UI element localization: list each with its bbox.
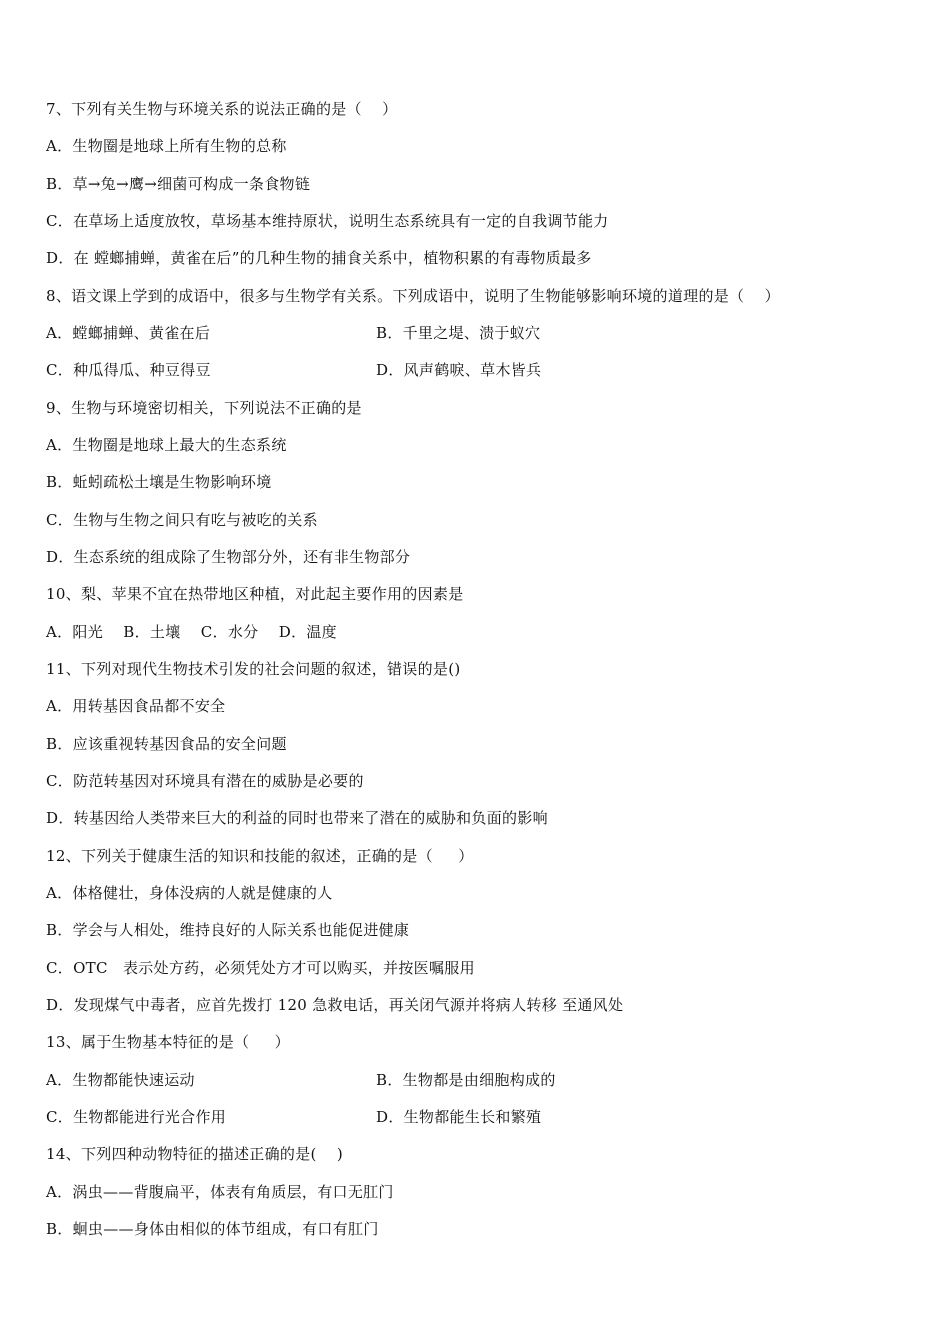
question-10-options: A．阳光 B．土壤 C．水分 D．温度 bbox=[46, 623, 337, 641]
question-11-option-c: C．防范转基因对环境具有潜在的威胁是必要的 bbox=[46, 772, 364, 790]
question-10-stem: 10、梨、苹果不宜在热带地区种植，对此起主要作用的因素是 bbox=[46, 585, 464, 603]
question-12-option-d: D．发现煤气中毒者，应首先拨打 120 急救电话，再关闭气源并将病人转移 至通风处 bbox=[46, 996, 624, 1014]
question-13-option-d: D．生物都能生长和繁殖 bbox=[376, 1108, 542, 1126]
question-9-option-d: D．生态系统的组成除了生物部分外，还有非生物部分 bbox=[46, 548, 411, 566]
question-9-stem: 9、生物与环境密切相关，下列说法不正确的是 bbox=[46, 399, 362, 417]
question-8-option-c: C．种瓜得瓜、种豆得豆 bbox=[46, 361, 211, 379]
question-7-option-a: A．生物圈是地球上所有生物的总称 bbox=[46, 137, 287, 155]
question-13-option-c: C．生物都能进行光合作用 bbox=[46, 1108, 227, 1126]
question-14-option-b: B．蛔虫——身体由相似的体节组成，有口有肛门 bbox=[46, 1220, 379, 1238]
question-8-stem: 8、语文课上学到的成语中，很多与生物学有关系。下列成语中，说明了生物能够影响环境的道理的是（ ） bbox=[46, 287, 780, 305]
question-9-option-c: C．生物与生物之间只有吃与被吃的关系 bbox=[46, 511, 318, 529]
question-12-option-c: C．OTC 表示处方药，必须凭处方才可以购买，并按医嘱服用 bbox=[46, 959, 475, 977]
question-8-option-a: A．螳螂捕蝉、黄雀在后 bbox=[46, 324, 211, 342]
question-9-option-a: A．生物圈是地球上最大的生态系统 bbox=[46, 436, 287, 454]
question-11-stem: 11、下列对现代生物技术引发的社会问题的叙述，错误的是() bbox=[46, 660, 461, 678]
question-11-option-a: A．用转基因食品都不安全 bbox=[46, 697, 226, 715]
question-9-option-b: B．蚯蚓疏松土壤是生物影响环境 bbox=[46, 473, 272, 491]
question-13-stem: 13、属于生物基本特征的是（ ） bbox=[46, 1033, 290, 1051]
question-11-option-b: B．应该重视转基因食品的安全问题 bbox=[46, 735, 287, 753]
question-7-option-d: D．在 螳螂捕蝉，黄雀在后”的几种生物的捕食关系中，植物积累的有毒物质最多 bbox=[46, 249, 592, 267]
question-7-stem: 7、下列有关生物与环境关系的说法正确的是（ ） bbox=[46, 100, 398, 118]
question-7-option-b: B．草→兔→鹰→细菌可构成一条食物链 bbox=[46, 175, 311, 193]
question-14-option-a: A．涡虫——背腹扁平，体表有角质层，有口无肛门 bbox=[46, 1183, 394, 1201]
question-12-option-b: B．学会与人相处，维持良好的人际关系也能促进健康 bbox=[46, 921, 410, 939]
question-12-option-a: A．体格健壮，身体没病的人就是健康的人 bbox=[46, 884, 333, 902]
question-8-option-d: D．风声鹤唳、草木皆兵 bbox=[376, 361, 542, 379]
question-7-option-c: C．在草场上适度放牧，草场基本维持原状，说明生态系统具有一定的自我调节能力 bbox=[46, 212, 609, 230]
question-13-option-a: A．生物都能快速运动 bbox=[46, 1071, 195, 1089]
question-8-option-b: B．千里之堤、溃于蚁穴 bbox=[376, 324, 541, 342]
question-13-option-b: B．生物都是由细胞构成的 bbox=[376, 1071, 556, 1089]
question-12-stem: 12、下列关于健康生活的知识和技能的叙述，正确的是（ ） bbox=[46, 847, 474, 865]
question-11-option-d: D．转基因给人类带来巨大的利益的同时也带来了潜在的威胁和负面的影响 bbox=[46, 809, 548, 827]
question-14-stem: 14、下列四种动物特征的描述正确的是( ) bbox=[46, 1145, 344, 1163]
